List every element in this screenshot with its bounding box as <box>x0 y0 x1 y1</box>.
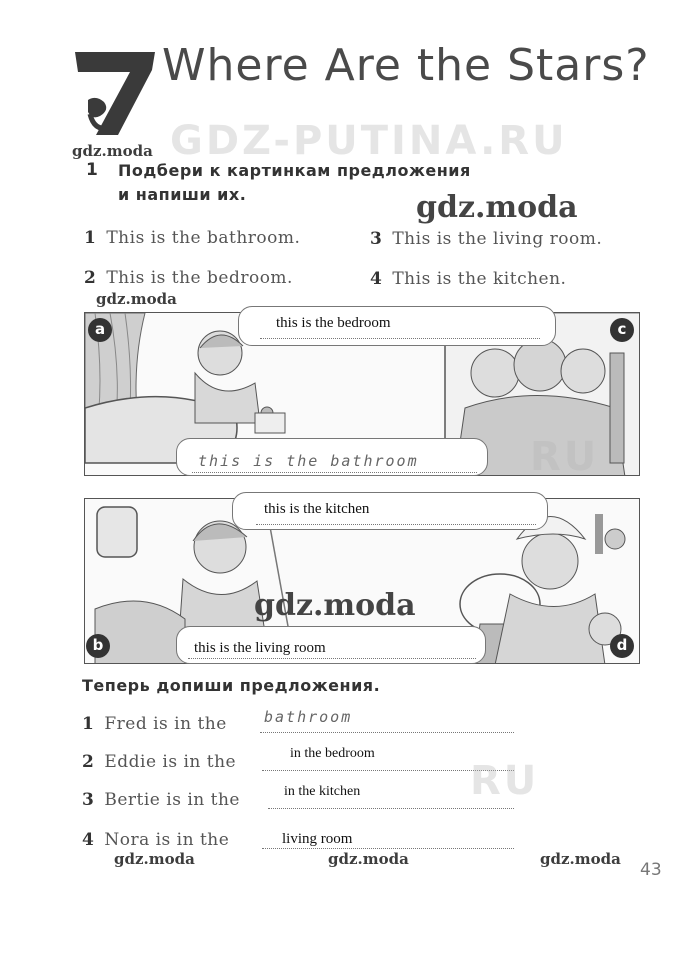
answer-eddie: in the bedroom <box>290 746 375 761</box>
answer-line <box>268 808 514 809</box>
unit-number-graphic <box>70 40 160 140</box>
answer-top-bubble: this is the bedroom <box>276 315 391 331</box>
answer-line <box>262 848 514 849</box>
picture-label-d: d <box>610 634 634 658</box>
sentence-fred: 1 Fred is in the <box>82 714 227 734</box>
answer-line <box>192 472 477 473</box>
unit-title: Where Are the Stars? <box>162 40 650 91</box>
sentence-nora: 4 Nora is in the <box>82 830 230 850</box>
watermark-ghost-short: RU <box>470 758 540 804</box>
watermark-big: gdz.moda <box>416 190 578 225</box>
answer-line <box>188 658 476 659</box>
sentence-bertie: 3 Bertie is in the <box>82 790 240 810</box>
answer-line <box>256 524 536 525</box>
watermark-big: gdz.moda <box>254 588 416 623</box>
answer-fred: bathroom <box>264 708 353 726</box>
answer-bertie: in the kitchen <box>284 784 361 799</box>
picture-label-c: c <box>610 318 634 342</box>
sentence-2: 2 This is the bedroom. <box>84 268 293 288</box>
sentence-3: 3 This is the living room. <box>370 229 603 249</box>
picture-label-a: a <box>88 318 112 342</box>
page-number: 43 <box>640 860 662 880</box>
task-number: 1 <box>86 160 98 180</box>
watermark-small: gdz.moda <box>328 850 409 868</box>
picture-label-b: b <box>86 634 110 658</box>
watermark-ghost-short: RU <box>530 434 600 480</box>
answer-mid-bottom: this is the living room <box>194 640 326 656</box>
watermark-ghost: GDZ-PUTINA.RU <box>170 118 568 164</box>
task-instruction-line2: и напиши их. <box>118 185 247 204</box>
answer-line <box>260 338 540 339</box>
sentence-eddie: 2 Eddie is in the <box>82 752 237 772</box>
answer-top-bottom: this is the bathroom <box>198 452 419 470</box>
watermark-small: gdz.moda <box>72 142 153 160</box>
watermark-small: gdz.moda <box>114 850 195 868</box>
answer-mid-bubble: this is the kitchen <box>264 501 370 517</box>
sentence-4: 4 This is the kitchen. <box>370 269 567 289</box>
task2-title: Теперь допиши предложения. <box>82 676 381 695</box>
task-instruction-line1: Подбери к картинкам предложения <box>118 161 471 180</box>
answer-nora: living room <box>282 831 353 847</box>
watermark-small: gdz.moda <box>540 850 621 868</box>
answer-line <box>260 732 514 733</box>
watermark-small: gdz.moda <box>96 290 177 308</box>
sentence-1: 1 This is the bathroom. <box>84 228 301 248</box>
